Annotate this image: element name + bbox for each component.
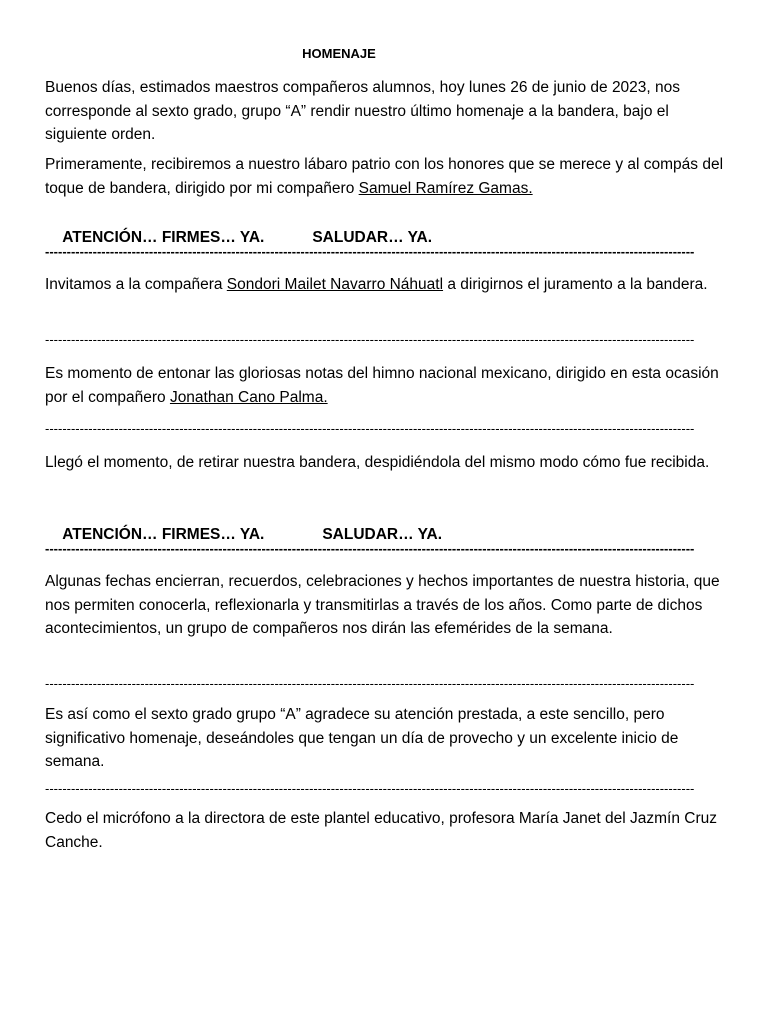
separator-bold: ------------------------------------------------------------------------------------------------------------------------------------------------------ [45, 245, 695, 259]
paragraph-flag-retire: Llegó el momento, de retirar nuestra bandera, despidiéndola del mismo modo cómo fue recibida. [45, 454, 710, 471]
student-name-samuel: Samuel Ramírez Gamas. [358, 179, 533, 197]
paragraph-text: Primeramente, recibiremos a nuestro lábaro patrio con los honores que se merece y al compás del toque de bandera, dirigido por mi compañero [45, 156, 724, 197]
separator-bold: ------------------------------------------------------------------------------------------------------------------------------------------------------ [45, 542, 695, 556]
separator: ------------------------------------------------------------------------------------------------------------------------------------------------------ [45, 333, 695, 347]
separator: ------------------------------------------------------------------------------------------------------------------------------------------------------ [45, 677, 695, 691]
paragraph-text: Es momento de entonar las gloriosas notas del himno nacional mexicano, dirigido en esta ocasión por el compañero [45, 365, 719, 406]
paragraph-microphone: Cedo el micrófono a la directora de este plantel educativo, profesora María Janet del Jazmín Cruz Canche. [45, 810, 718, 851]
paragraph-ephemerides: Algunas fechas encierran, recuerdos, celebraciones y hechos importantes de nuestra historia, que nos permiten conocerla, reflexionarla y transmitirlas a través de los años. Como parte de dichos acontecimientos, un grupo de compañeros nos dirán las efemérides de la semana. [45, 573, 720, 637]
command-salute: SALUDAR… YA. [312, 229, 433, 246]
command-attention: ATENCIÓN… FIRMES… YA. [62, 526, 265, 543]
paragraph-text: a dirigirnos el juramento a la bandera. [443, 276, 708, 293]
paragraph-greeting: Buenos días, estimados maestros compañeros alumnos, hoy lunes 26 de junio de 2023, nos corresponde al sexto grado, grupo “A” rendir nuestro último homenaje a la bandera, bajo el siguiente orden. [45, 79, 681, 143]
paragraph-thanks: Es así como el sexto grado grupo “A” agradece su atención prestada, a este sencillo, pero significativo homenaje, deseándoles que tengan un día de provecho y un excelente inicio de semana. [45, 706, 679, 770]
separator: ------------------------------------------------------------------------------------------------------------------------------------------------------ [45, 422, 695, 436]
command-attention: ATENCIÓN… FIRMES… YA. [62, 229, 265, 246]
separator: ------------------------------------------------------------------------------------------------------------------------------------------------------ [45, 782, 695, 796]
paragraph-anthem [45, 362, 735, 409]
paragraph-oath [45, 273, 735, 297]
document-title: HOMENAJE [302, 46, 376, 61]
student-name-sondori: Sondori Mailet Navarro Náhuatl [226, 276, 444, 293]
paragraph-text: Invitamos a la compañera [45, 276, 227, 293]
student-name-jonathan: Jonathan Cano Palma. [169, 388, 328, 406]
paragraph-flag-reception [45, 153, 735, 200]
command-salute: SALUDAR… YA. [322, 526, 443, 543]
